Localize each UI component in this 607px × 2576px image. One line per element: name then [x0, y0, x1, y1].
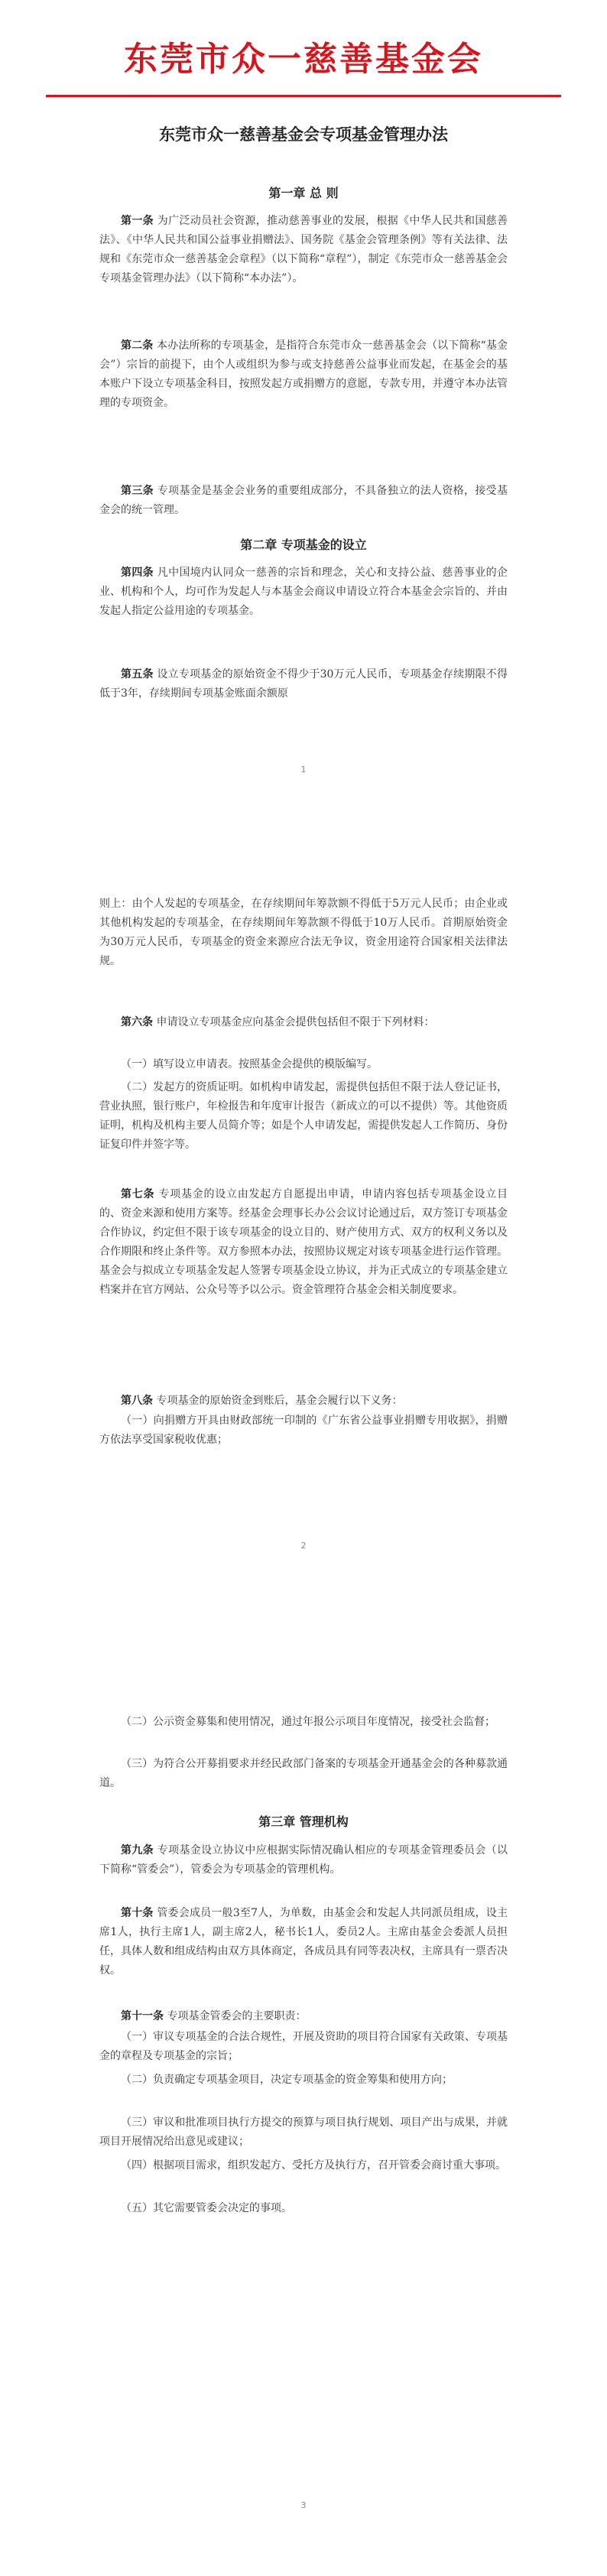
article-11-item-5: （五）其它需要管委会决定的事项。	[121, 2202, 292, 2214]
page-number: 3	[300, 2500, 307, 2510]
article-11-item-4: （四）根据项目需求，组织发起方、受托方及执行方，召开管委会商讨重大事项。	[121, 2159, 506, 2172]
article-11-item-2: （二）负责确定专项基金项目，决定专项基金的资金筹集和使用方向；	[121, 2074, 453, 2086]
article-number: 第八条	[121, 1395, 153, 1407]
article-text: 凡中国境内认同众一慈善的宗旨和理念，关心和支持公益、慈善事业的企业、机构和个人，均可作为发起人与本基金会商议申请设立符合本基金会宗旨的、并由发起人指定公益用途的专项基金。	[99, 567, 508, 617]
article-text: 本办法所称的专项基金，是指符合东莞市众一慈善基金会（以下简称“基金会”）宗旨的前提下，由个人或组织为参与或支持慈善公益事业而发起，在基金会的基本账户下设立专项基金科目，按照发起方或捐赠方的意愿，专款专用，并遵守本办法管理的专项资金。	[99, 339, 508, 409]
chapter-2-heading: 第二章 专项基金的设立	[240, 538, 367, 552]
article-6	[99, 1013, 508, 1032]
article-text: 专项基金的设立由发起方自愿提出申请，申请内容包括专项基金设立目的、资金来源和使用方案等。经基金会理事长办公会议讨论通过后，双方签订专项基金合作协议，约定但不限于该专项基金的设立目的、财产使用方式、双方的权利义务以及合作期限和终止条件等。双方参照本办法，按照协议规定对该专项基金进行运作管理。基金会与拟成立专项基金发起人签署专项基金设立协议，并为正式成立的专项基金建立档案并在官方网站、公众号等予以公示。资金管理符合基金会相关制度要求。	[99, 1188, 508, 1296]
article-number: 第十条	[121, 1907, 154, 1919]
article-5-continued: 则上：由个人发起的专项基金，在存续期间年筹款额不得低于5万元人民币；由企业或其他机构发起的专项基金，在存续期间年筹款额不得低于10万人民币。首期原始资金为30万元人民币，专项基金的资金来源应合法无争议，资金用途符合国家相关法律法规。	[99, 898, 508, 967]
article-number: 第六条	[121, 1016, 153, 1028]
article-number: 第七条	[121, 1188, 155, 1200]
chapter-3-heading: 第三章 管理机构	[258, 1814, 349, 1829]
article-6-item-1: （一）填写设立申请表。按照基金会提供的模版编写。	[121, 1058, 378, 1070]
article-9	[99, 1841, 508, 1879]
page-1	[0, 0, 607, 841]
article-number: 第一条	[121, 215, 154, 227]
article-text: 专项基金是基金会业务的重要组成部分，不具备独立的法人资格，接受基金会的统一管理。	[99, 485, 508, 516]
article-text: 专项基金管委会的主要职责：	[167, 2010, 307, 2022]
article-text: 设立专项基金的原始资金不得少于30万元人民币，专项基金存续期限不得低于3年，存续期间专项基金账面余额原	[99, 668, 508, 700]
letterhead-divider	[46, 95, 561, 97]
article-text: 申请设立专项基金应向基金会提供包括但不限于下列材料：	[156, 1016, 435, 1028]
article-10	[99, 1904, 508, 1980]
page-number: 2	[300, 1541, 307, 1551]
article-8-item-2: （二）公示资金募集和使用情况，通过年报公示项目年度情况，接受社会监督；	[121, 1716, 495, 1728]
article-8-item-1: （一）向捐赠方开具由财政部统一印制的《广东省公益事业捐赠专用收据》，捐赠方依法享受国家税收优惠；	[99, 1415, 508, 1446]
article-8-item-3: （三）为符合公开募捐要求并经民政部门备案的专项基金开通基金会的各种募款通道。	[99, 1758, 508, 1789]
article-number: 第十一条	[121, 2010, 164, 2022]
page-3	[0, 1667, 607, 2576]
article-text: 专项基金的原始资金到账后，基金会履行以下义务：	[156, 1395, 403, 1407]
article-11-item-1: （一）审议专项基金的合法合规性，开展及资助的项目符合国家有关政策、专项基金的章程及专项基金的宗旨；	[99, 2031, 508, 2062]
article-number: 第四条	[121, 567, 154, 579]
article-11-item-3: （三）审议和批准项目执行方提交的预算与项目执行规划、项目产出与成果，并就项目开展情况给出意见或建议；	[99, 2116, 508, 2148]
article-8	[99, 1392, 508, 1411]
article-text: 专项基金设立协议中应根据实际情况确认相应的专项基金管理委员会（以下简称“管委会”），管委会为专项基金的管理机构。	[99, 1844, 508, 1876]
letterhead	[0, 40, 607, 80]
article-5	[99, 665, 508, 703]
chapter-1-heading: 第一章 总 则	[268, 186, 339, 200]
page-number: 1	[300, 765, 307, 775]
article-4	[99, 564, 508, 621]
article-number: 第九条	[121, 1844, 154, 1856]
article-3	[99, 482, 508, 520]
article-11	[99, 2007, 508, 2026]
article-number: 第五条	[121, 668, 154, 681]
article-2	[99, 336, 508, 413]
article-number: 第二条	[121, 339, 154, 352]
article-6-item-2: （二）发起方的资质证明。如机构申请发起，需提供包括但不限于法人登记证书，营业执照，银行账户，年检报告和年度审计报告（新成立的可以不提供）等。其他资质证明，机构及机构主要人员简介等；如是个人申请发起，需提供发起人工作简历、身份证复印件并签字等。	[99, 1081, 508, 1151]
page-2	[0, 841, 607, 1667]
article-text: 为广泛动员社会资源，推动慈善事业的发展，根据《中华人民共和国慈善法》、《中华人民共和国公益事业捐赠法》、国务院《基金会管理条例》等有关法律、法规和《东莞市众一慈善基金会章程》（以下简称“章程”），制定《东莞市众一慈善基金会专项基金管理办法》（以下简称“本办法”）。	[99, 215, 508, 284]
article-1	[99, 212, 508, 288]
article-7	[99, 1185, 508, 1300]
article-text: 管委会成员一般3至7人，为单数，由基金会和发起人共同派员组成，设主席1人，执行主席1人，副主席2人，秘书长1人，委员2人。主席由基金会委派人员担任，具体人数和组成结构由双方具体商定，各成员具有同等表决权，主席具有一票否决权。	[99, 1907, 508, 1977]
document-title: 东莞市众一慈善基金会专项基金管理办法	[159, 125, 448, 144]
article-number: 第三条	[121, 485, 154, 497]
org-name: 东莞市众一慈善基金会	[124, 40, 483, 79]
